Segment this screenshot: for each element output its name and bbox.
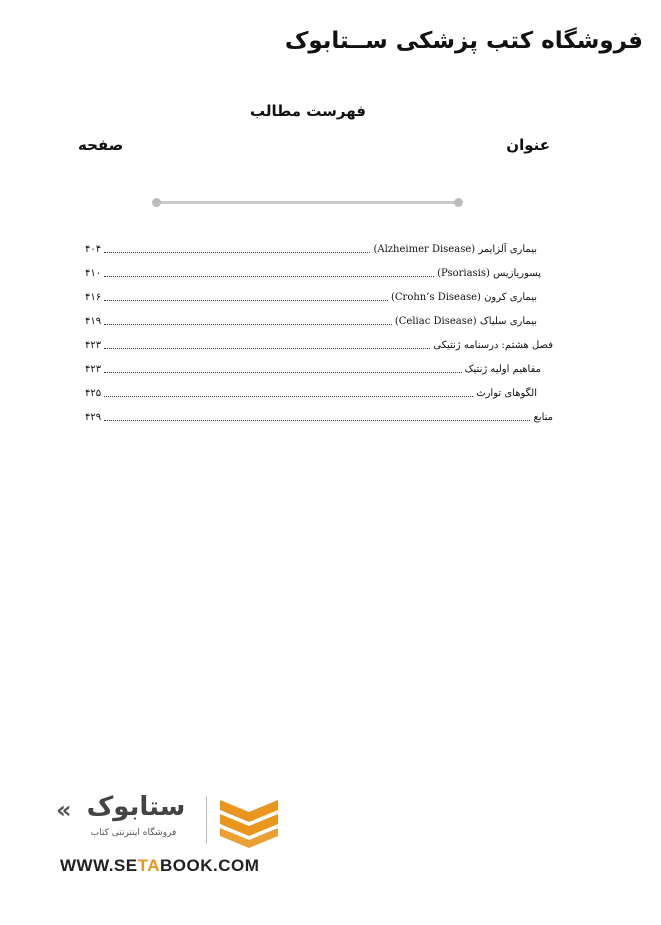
logo-tagline: فروشگاه اینترنتی کتاب: [90, 828, 177, 838]
toc-entry: [85, 280, 553, 304]
toc-entry-page: ۴۱۶: [85, 292, 102, 303]
toc-entry-title: منابع: [533, 412, 553, 423]
toc-entry-page: ۴۲۳: [85, 364, 102, 375]
toc-leader-dots: [104, 396, 473, 397]
toc-leader-dots: [104, 348, 430, 349]
toc-entry: [85, 400, 553, 424]
logo-brand-text: ستابوک: [86, 792, 186, 822]
toc-entry: [85, 328, 553, 352]
toc-leader-dots: [104, 324, 392, 325]
toc-entry-title: بیماری سلیاک (Celiac Disease): [394, 316, 537, 327]
toc-entry-page: ۴۱۹: [85, 316, 102, 327]
toc-entry-title: فصل هشتم: درسنامه ژنتیکی: [433, 340, 553, 351]
toc-leader-dots: [104, 252, 370, 253]
toc-entry-title: مفاهیم اولیه ژنتیک: [464, 364, 541, 375]
store-title: فروشگاه کتب پزشکی ســتابوک: [284, 28, 643, 54]
toc-entry: [85, 376, 553, 400]
double-chevron-icon: «: [56, 796, 72, 824]
toc-entry-title: بیماری آلزایمر (Alzheimer Disease): [373, 244, 537, 255]
toc-entry: [85, 256, 553, 280]
setabook-logo: [56, 790, 296, 885]
column-page-heading: صفحه: [78, 136, 124, 154]
toc-leader-dots: [104, 372, 461, 373]
toc-entry: [85, 352, 553, 376]
toc-entry-page: ۴۲۳: [85, 340, 102, 351]
toc-entry-page: ۴۱۰: [85, 268, 102, 279]
toc-leader-dots: [104, 300, 388, 301]
column-title-heading: عنوان: [506, 136, 550, 154]
toc-entry-page: ۴۰۴: [85, 244, 102, 255]
toc-entry: [85, 304, 553, 328]
toc-entry-title: بیماری کرون (Crohn’s Disease): [390, 292, 537, 303]
table-of-contents: [85, 232, 553, 424]
website-url: WWW.SETABOOK.COM: [60, 856, 260, 875]
toc-entry-page: ۴۲۵: [85, 388, 102, 399]
toc-entry: [85, 232, 553, 256]
toc-entry-page: ۴۲۹: [85, 412, 102, 423]
book-stack-icon: [216, 792, 282, 848]
toc-title: فهرست مطالب: [250, 102, 366, 120]
toc-entry-title: الگوهای توارث: [476, 388, 537, 399]
logo-separator: [206, 796, 207, 844]
toc-entry-title: پسوریازیس (Psoriasis): [437, 268, 541, 279]
toc-leader-dots: [104, 276, 434, 277]
decorative-divider: [156, 201, 459, 204]
toc-leader-dots: [104, 420, 530, 421]
